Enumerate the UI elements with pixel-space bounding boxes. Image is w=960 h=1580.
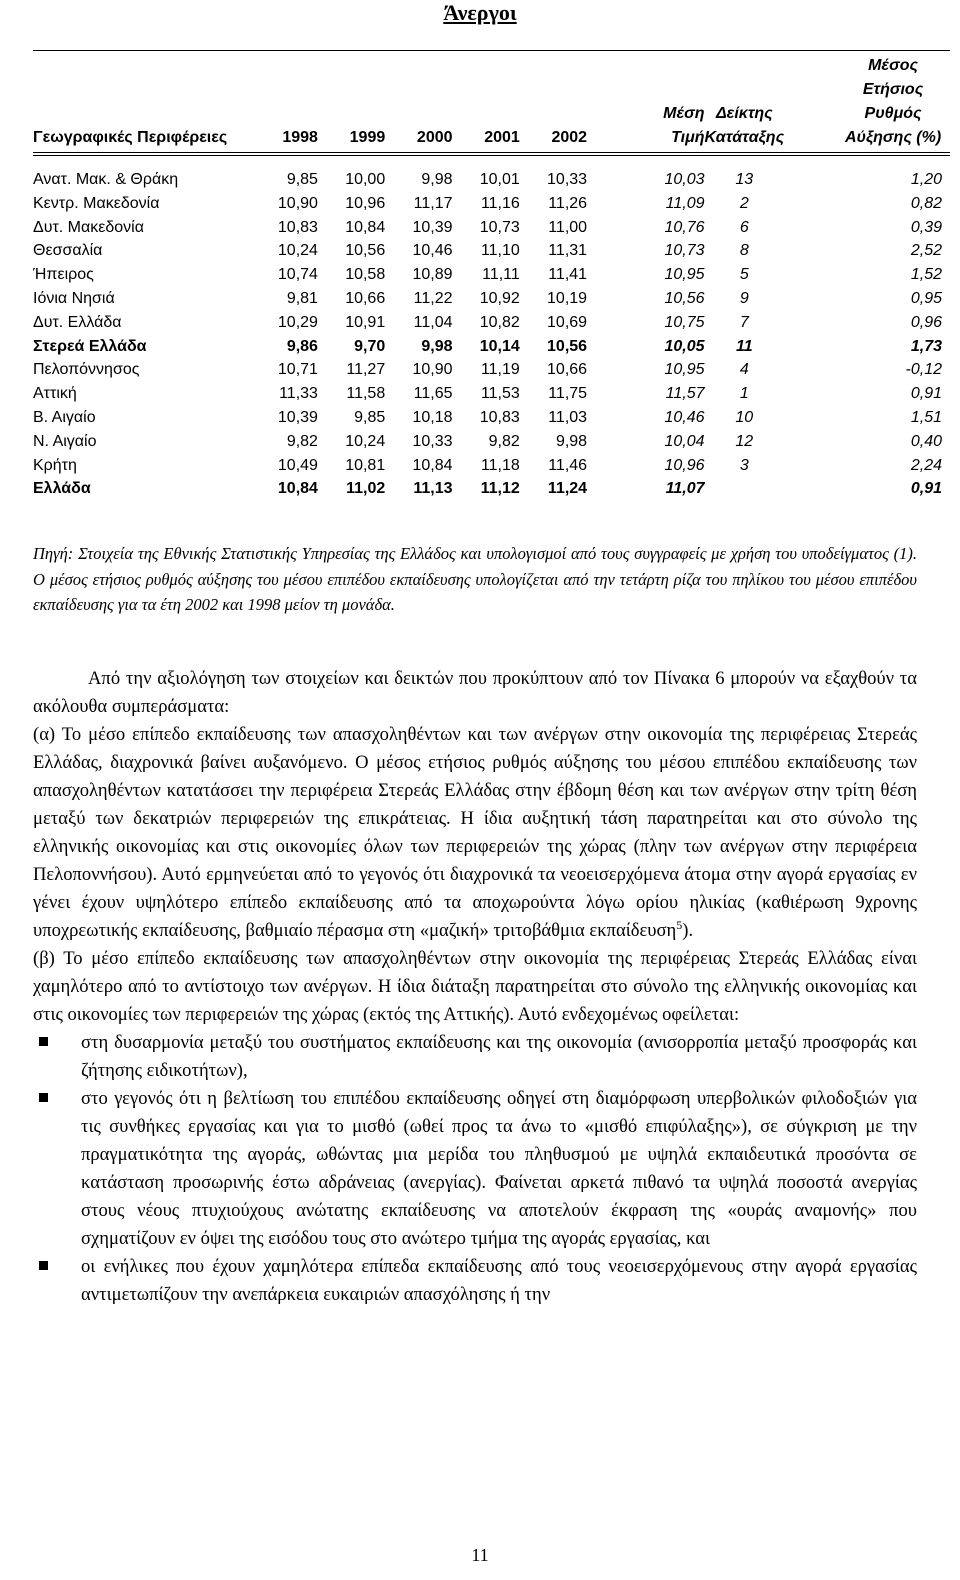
mean-cell: 10,95	[664, 361, 705, 379]
value-cell: 10,19	[547, 289, 588, 307]
header-mean-line1: Μέση	[663, 105, 705, 122]
value-cell: 10,73	[479, 218, 520, 236]
value-cell: 11,26	[548, 194, 588, 212]
paragraph-a	[33, 721, 917, 945]
value-cell: 10,82	[479, 313, 520, 331]
bullet-text: στη δυσαρμονία μεταξύ του συστήματος εκπαίδευσης και της οικονομία (ανισορροπία μεταξύ προσφοράς και ζήτησης ειδικοτήτων),	[81, 1032, 917, 1081]
value-cell: 11,12	[480, 480, 520, 498]
bullet-list	[33, 1029, 917, 1309]
table-row	[33, 454, 950, 478]
value-cell: 11,27	[346, 361, 386, 379]
mean-cell: 11,07	[665, 480, 705, 498]
value-cell: 11,65	[413, 385, 453, 403]
table-header-row	[33, 50, 950, 150]
value-cell: 10,84	[412, 456, 453, 474]
value-cell: 10,81	[345, 456, 386, 474]
square-bullet-icon	[39, 1037, 48, 1046]
region-name-cell: Κρήτη	[33, 456, 77, 474]
table-row	[33, 239, 950, 263]
growth-cell: 0,91	[910, 480, 942, 498]
rank-cell: 5	[739, 266, 749, 284]
value-cell: 9,86	[286, 337, 318, 355]
value-cell: 10,18	[412, 408, 453, 426]
page-number: 11	[471, 1545, 489, 1565]
bullet-item	[33, 1253, 917, 1309]
region-name-cell: Κεντρ. Μακεδονία	[33, 194, 160, 212]
growth-cell: 0,39	[910, 218, 942, 236]
region-name-cell: Δυτ. Ελλάδα	[33, 313, 122, 331]
table-row	[33, 192, 950, 216]
mean-cell: 10,04	[664, 432, 705, 450]
header-2000: 2000	[416, 129, 453, 146]
value-cell: 9,81	[286, 289, 318, 307]
value-cell: 9,70	[354, 337, 386, 355]
value-cell: 10,14	[479, 337, 520, 355]
header-rule-secondary	[33, 155, 950, 156]
paragraph-a-end: ).	[682, 920, 694, 941]
footnote-ref: 5	[676, 917, 683, 932]
value-cell: 11,41	[548, 266, 588, 284]
value-cell: 11,00	[548, 218, 588, 236]
value-cell: 10,84	[277, 480, 318, 498]
value-cell: 10,84	[345, 218, 386, 236]
header-growth-line2: Ετήσιος	[862, 81, 924, 98]
paragraph-b: (β) Το μέσο επίπεδο εκπαίδευσης των απασχοληθέντων στην οικονομία της περιφέρειας Στερεάς Ελλάδας είναι χαμηλότερο από το αντίστοιχο των ανέργων. Η ίδια διάταξη παρατηρείται στο σύνολο της ελληνικής οικονομίας και στις οικονομίες των περιφερειών της χώρας (εκτός της Αττικής). Αυτό ενδεχομένως οφείλεται:	[33, 948, 917, 1025]
region-name-cell: Ν. Αιγαίο	[33, 432, 97, 450]
rank-cell: 3	[739, 456, 749, 474]
growth-cell: -0,12	[905, 361, 942, 379]
header-rank	[705, 50, 785, 150]
table-row	[33, 335, 950, 359]
rank-cell: 2	[739, 194, 749, 212]
rank-cell: 12	[735, 432, 754, 450]
paragraph-intro: Από την αξιολόγηση των στοιχείων και δεικτών που προκύπτουν από τον Πίνακα 6 μπορούν να εξαχθούν τα ακόλουθα συμπεράσματα:	[33, 668, 917, 717]
table-row	[33, 287, 950, 311]
table-row	[33, 477, 950, 501]
value-cell: 11,11	[482, 266, 520, 284]
rank-cell: 1	[739, 385, 749, 403]
value-cell: 9,85	[354, 408, 386, 426]
value-cell: 11,16	[480, 194, 520, 212]
table-body	[33, 150, 950, 501]
bullet-item	[33, 1085, 917, 1253]
value-cell: 10,90	[277, 194, 318, 212]
rank-cell: 7	[739, 313, 749, 331]
growth-cell: 2,52	[910, 242, 942, 260]
value-cell: 10,49	[277, 456, 318, 474]
value-cell: 10,56	[345, 242, 386, 260]
value-cell: 10,33	[547, 171, 588, 188]
header-mean	[587, 50, 704, 150]
square-bullet-icon	[39, 1093, 48, 1102]
table-row	[33, 216, 950, 240]
mean-cell: 10,75	[664, 313, 705, 331]
value-cell: 10,01	[479, 171, 520, 188]
value-cell: 10,66	[345, 289, 386, 307]
table-row	[33, 430, 950, 454]
header-growth-line4: Αύξησης (%)	[844, 129, 942, 146]
header-growth-line3: Ρυθμός	[864, 105, 922, 122]
mean-cell: 11,57	[665, 385, 705, 403]
value-cell: 10,00	[345, 171, 386, 188]
rank-cell: 13	[735, 171, 754, 188]
page-title: Άνεργοι	[443, 0, 517, 25]
value-cell: 10,83	[277, 218, 318, 236]
growth-cell: 1,20	[910, 171, 942, 188]
value-cell: 10,33	[412, 432, 453, 450]
header-mean-line2: Τιμή	[671, 129, 705, 146]
value-cell: 9,98	[421, 337, 453, 355]
paragraph-a-text: (α) Το μέσο επίπεδο εκπαίδευσης των απασχοληθέντων και των ανέργων στην οικονομία της περιφέρειας Στερεάς Ελλάδας, διαχρονικά βαίνει αυξανόμενο. Ο μέσος ετήσιος ρυθμός αύξησης του μέσου επιπέδου εκπαίδευσης των απασχοληθέντων κατατάσσει την περιφέρεια Στερεάς Ελλάδας στην έβδομη θέση και των ανέργων στην τρίτη θέση μεταξύ των δεκατριών περιφερειών της επικράτειας. Η ίδια αυξητική τάση παρατηρείται και στο σύνολο της ελληνικής οικονομίας και στις οικονομίες όλων των περιφερειών της χώρας (πλην των ανέργων στην περιφέρεια Πελοποννήσου). Αυτό ερμηνεύεται από το γεγονός ότι διαχρονικά τα νεοεισερχόμενα άτομα στην αγορά εργασίας εν γένει έχουν υψηλότερο επίπεδο εκπαίδευσης από τα αποχωρούντα λόγω ορίου ηλικίας (καθιέρωση 9χρονης υποχρεωτικής εκπαίδευσης, βαθμιαίο πέρασμα στη «μαζική» τριτοβάθμια εκπαίδευση	[33, 724, 917, 941]
value-cell: 10,90	[412, 361, 453, 379]
value-cell: 11,31	[548, 242, 588, 260]
body-text	[33, 665, 917, 1309]
header-1998: 1998	[282, 129, 318, 146]
rank-cell: 6	[739, 218, 749, 236]
value-cell: 10,58	[345, 266, 386, 284]
value-cell: 10,83	[479, 408, 520, 426]
region-name-cell: Ανατ. Μακ. & Θράκη	[33, 171, 179, 188]
value-cell: 11,58	[346, 385, 386, 403]
header-2002: 2002	[551, 129, 588, 146]
growth-cell: 1,51	[910, 408, 942, 426]
value-cell: 10,39	[277, 408, 318, 426]
table-row	[33, 311, 950, 335]
mean-cell: 10,56	[664, 289, 705, 307]
data-table	[33, 50, 950, 501]
value-cell: 10,29	[277, 313, 318, 331]
header-2001: 2001	[484, 129, 520, 146]
value-cell: 11,04	[413, 313, 453, 331]
value-cell: 11,10	[480, 242, 520, 260]
table-row	[33, 150, 950, 192]
rank-cell: 4	[739, 361, 749, 379]
value-cell: 10,24	[345, 432, 386, 450]
value-cell: 11,46	[548, 456, 588, 474]
header-growth-line1: Μέσος	[868, 57, 918, 74]
bullet-item	[33, 1029, 917, 1085]
table-row	[33, 358, 950, 382]
value-cell: 10,46	[412, 242, 453, 260]
growth-cell: 1,73	[910, 337, 942, 355]
mean-cell: 10,76	[664, 218, 705, 236]
growth-cell: 0,82	[910, 194, 942, 212]
growth-cell: 1,52	[910, 266, 942, 284]
rank-cell: 8	[739, 242, 749, 260]
value-cell: 11,24	[547, 480, 588, 498]
bullet-text: οι ενήλικες που έχουν χαμηλότερα επίπεδα εκπαίδευσης από τους νεοεισερχόμενους στην αγορά εργασίας αντιμετωπίζουν την ανεπάρκεια ευκαιριών απασχόλησης ή την	[81, 1256, 917, 1305]
mean-cell: 10,73	[664, 242, 705, 260]
region-name-cell: Αττική	[33, 385, 77, 403]
value-cell: 11,17	[413, 194, 453, 212]
mean-cell: 10,03	[664, 171, 705, 188]
table-row	[33, 382, 950, 406]
region-name-cell: Θεσσαλία	[33, 242, 103, 260]
value-cell: 10,91	[345, 313, 386, 331]
value-cell: 9,85	[286, 171, 318, 188]
mean-cell: 10,05	[664, 337, 705, 355]
value-cell: 10,89	[412, 266, 453, 284]
value-cell: 11,53	[480, 385, 520, 403]
bullet-text: στο γεγονός ότι η βελτίωση του επιπέδου εκπαίδευσης οδηγεί στη διαμόρφωση υπερβολικών φιλοδοξιών για τις συνθήκες εργασίας και για το μισθό (ωθεί προς τα άνω το «μισθό επιφύλαξης»), σε σύγκριση με την πραγματικότητα της αγοράς, ωθώντας μια μερίδα του πληθυσμού με υψηλά εκπαιδευτικά προσόντα σε κατάσταση προσωρινής έστω αδράνειας (ανεργίας). Φαίνεται αρκετά πιθανό τα υψηλά ποσοστά ανεργίας στους νέους πτυχιούχους ανώτατης εκπαίδευσης να αποτελούν έκφραση της «ουράς αναμονής» που σχηματίζουν εν όψει της εισόδου τους στο ανώτερο τμήμα της αγοράς εργασίας, και	[81, 1088, 917, 1249]
value-cell: 9,98	[555, 432, 588, 450]
region-name-cell: Ελλάδα	[33, 480, 91, 498]
region-name-cell: Ιόνια Νησιά	[33, 289, 115, 307]
value-cell: 9,82	[488, 432, 520, 450]
growth-cell: 0,40	[910, 432, 942, 450]
region-name-cell: Β. Αιγαίο	[33, 408, 96, 426]
value-cell: 10,24	[277, 242, 318, 260]
growth-cell: 0,91	[910, 385, 942, 403]
rank-cell: 9	[739, 289, 749, 307]
mean-cell: 10,46	[664, 408, 705, 426]
growth-cell: 2,24	[910, 456, 942, 474]
value-cell: 10,69	[547, 313, 588, 331]
value-cell: 11,33	[279, 385, 318, 403]
value-cell: 11,22	[413, 289, 453, 307]
header-rank-line1: Δείκτης	[715, 105, 773, 122]
value-cell: 11,13	[413, 480, 453, 498]
header-1999: 1999	[349, 129, 386, 146]
header-rank-line2: Κατάταξης	[704, 129, 785, 146]
value-cell: 10,39	[412, 218, 453, 236]
value-cell: 11,03	[548, 408, 588, 426]
header-growth	[784, 50, 950, 150]
region-name-cell: Ήπειρος	[33, 266, 94, 284]
value-cell: 10,96	[345, 194, 386, 212]
table-row	[33, 263, 950, 287]
growth-cell: 0,96	[910, 313, 942, 331]
mean-cell: 10,96	[664, 456, 705, 474]
value-cell: 10,74	[277, 266, 318, 284]
table-row	[33, 406, 950, 430]
rank-cell	[705, 477, 785, 501]
value-cell: 11,75	[548, 385, 588, 403]
source-note: Πηγή: Στοιχεία της Εθνικής Στατιστικής Υπηρεσίας της Ελλάδος και υπολογισμοί από τους συγγραφείς με χρήση του υποδείγματος (1). Ο μέσος ετήσιος ρυθμός αύξησης του μέσου επιπέδου εκπαίδευσης υπολογίζεται από την τετάρτη ρίζα του πηλίκου του μέσου επιπέδου εκπαίδευσης για τα έτη 2002 και 1998 μείον τη μονάδα.	[33, 544, 917, 614]
square-bullet-icon	[39, 1261, 48, 1270]
header-region: Γεωγραφικές Περιφέρειες	[33, 129, 228, 146]
region-name-cell: Πελοπόννησος	[33, 361, 140, 379]
rank-cell: 10	[735, 408, 754, 426]
header-rule	[33, 152, 950, 153]
rank-cell: 11	[736, 337, 753, 355]
value-cell: 11,18	[480, 456, 520, 474]
value-cell: 9,98	[421, 171, 453, 188]
mean-cell: 10,95	[664, 266, 705, 284]
value-cell: 9,82	[286, 432, 318, 450]
value-cell: 10,92	[479, 289, 520, 307]
region-name-cell: Στερεά Ελλάδα	[33, 337, 147, 355]
region-name-cell: Δυτ. Μακεδονία	[33, 218, 144, 236]
value-cell: 11,02	[346, 480, 386, 498]
growth-cell: 0,95	[910, 289, 942, 307]
value-cell: 10,71	[277, 361, 318, 379]
value-cell: 10,66	[547, 361, 588, 379]
value-cell: 10,56	[547, 337, 588, 355]
value-cell: 11,19	[480, 361, 520, 379]
mean-cell: 11,09	[665, 194, 705, 212]
